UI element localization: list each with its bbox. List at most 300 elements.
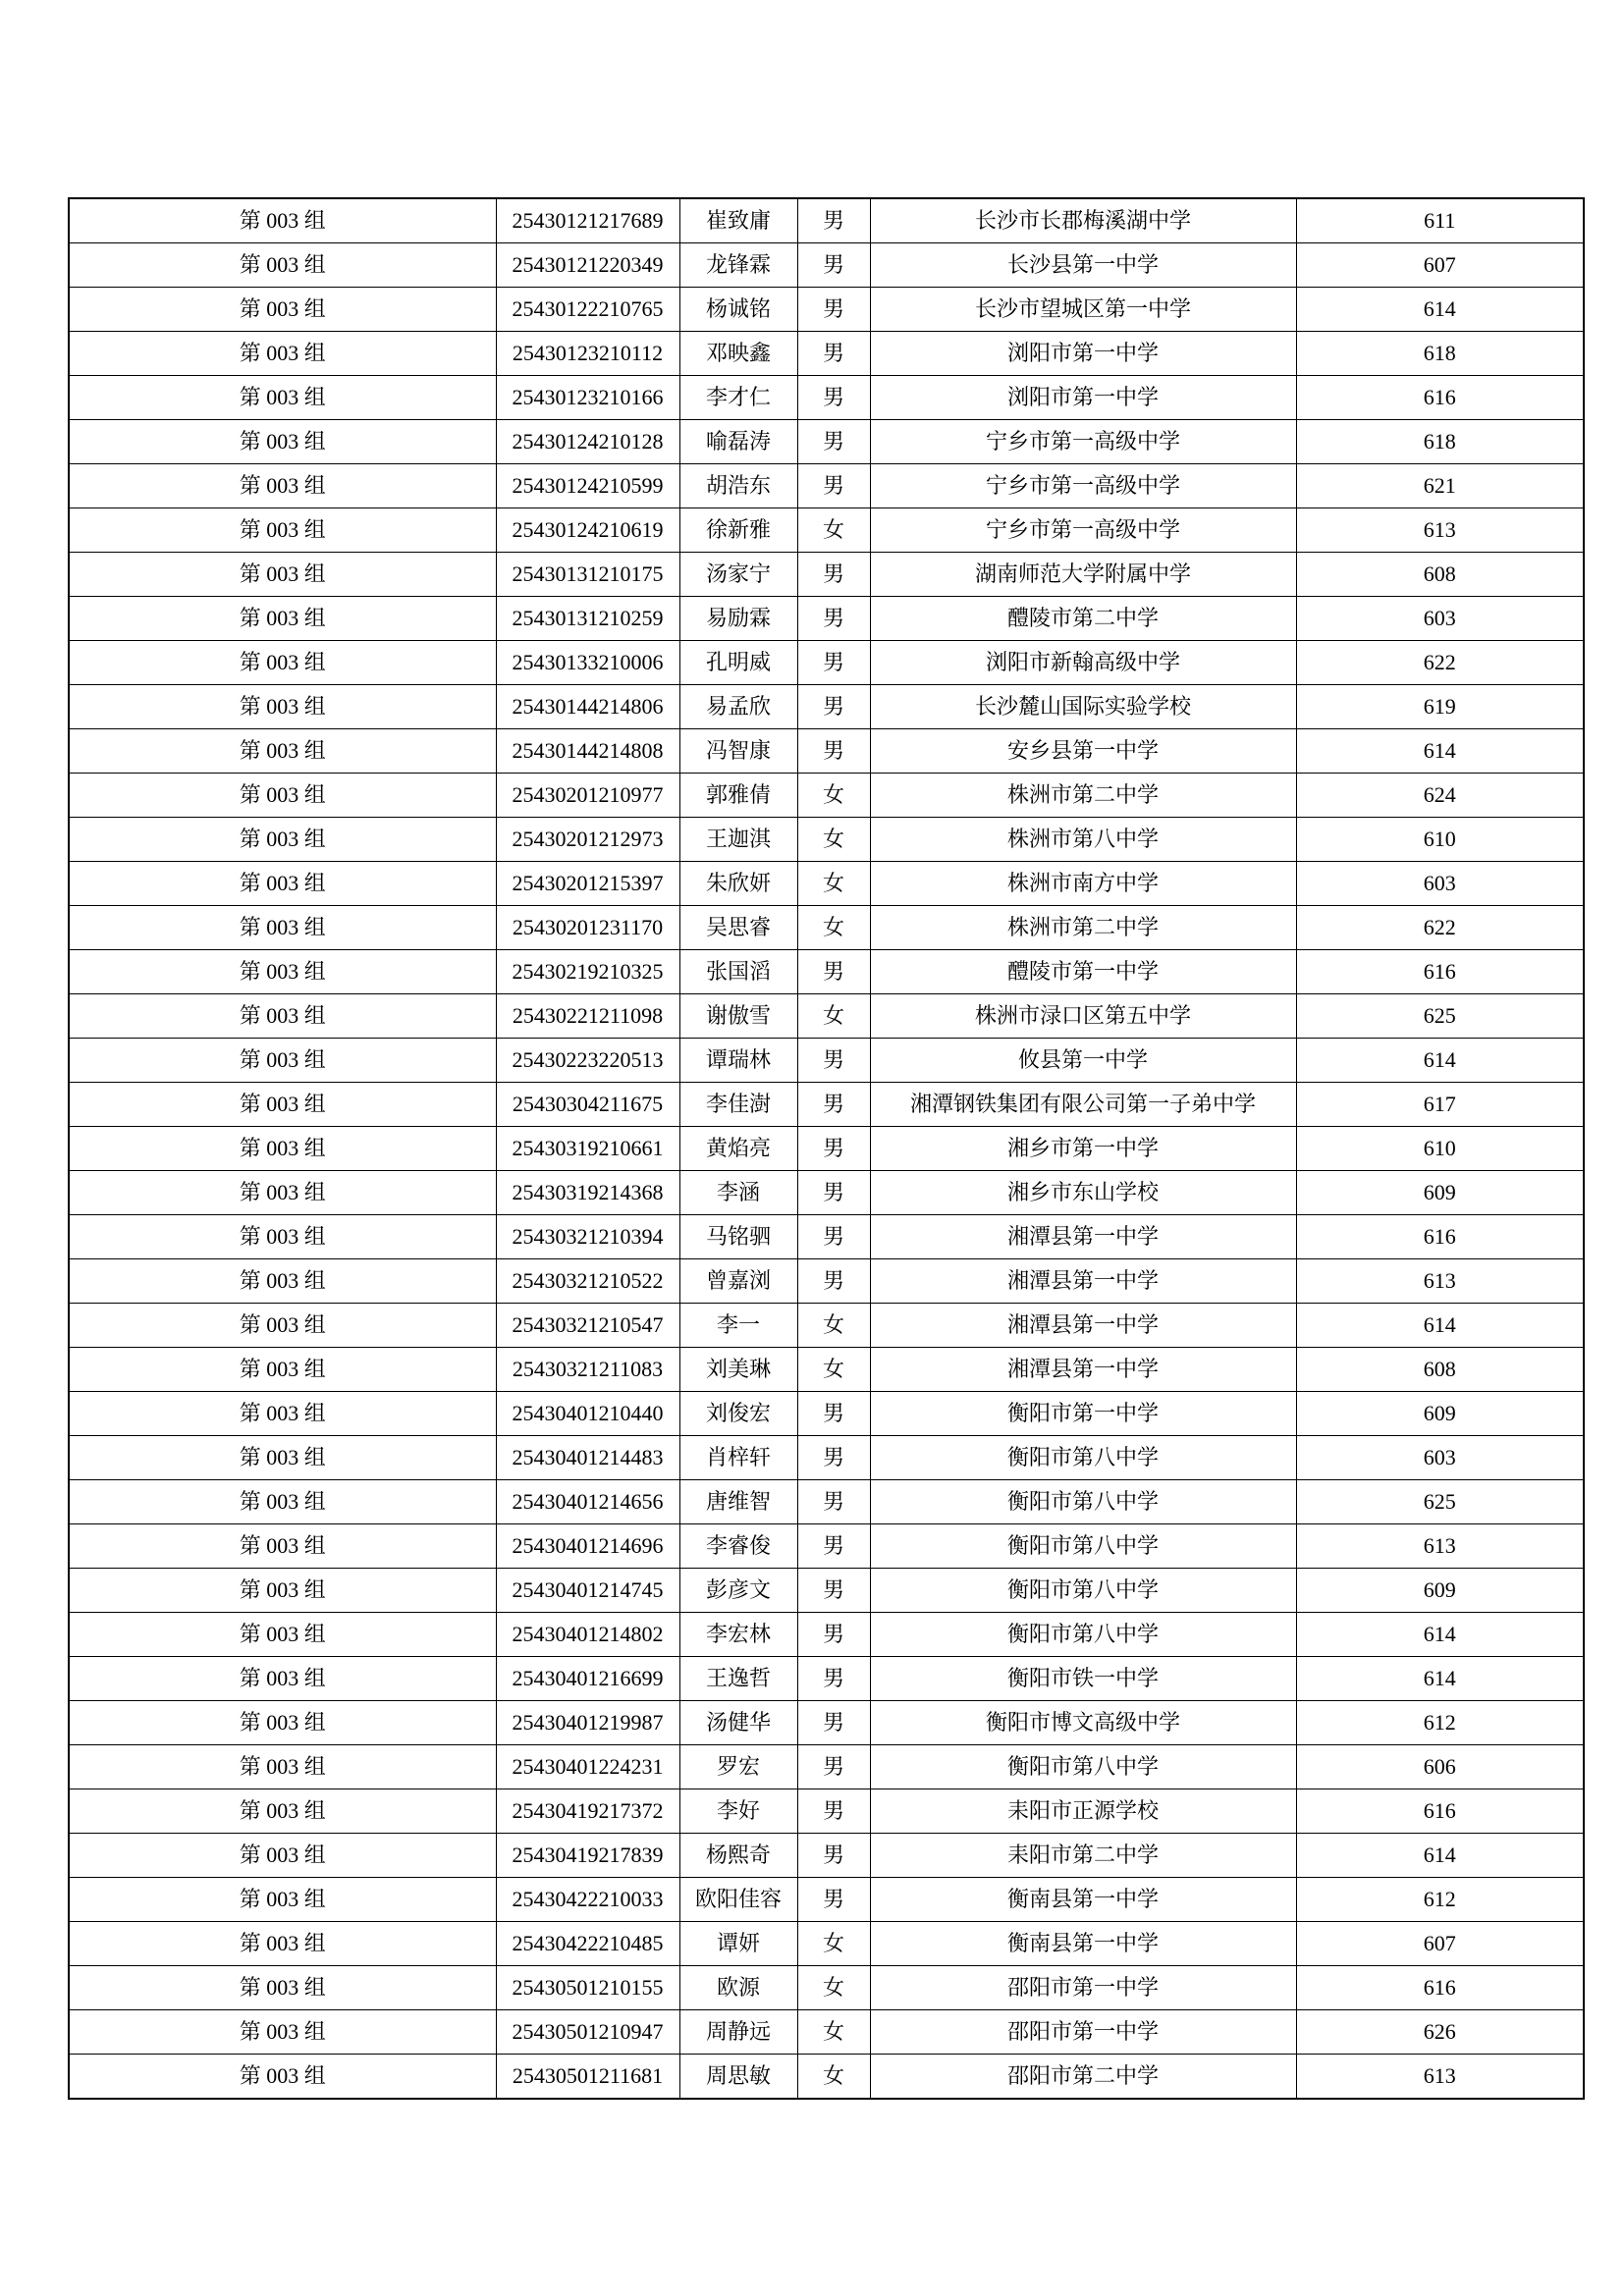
name-cell: 汤健华: [679, 1701, 797, 1745]
group-cell: 第 003 组: [69, 1480, 496, 1524]
exam-number-cell: 25430419217372: [496, 1789, 679, 1834]
table-row: [69, 862, 1584, 906]
score-cell: 603: [1296, 597, 1584, 641]
table-row: [69, 641, 1584, 685]
school-cell: 邵阳市第二中学: [870, 2055, 1296, 2100]
name-cell: 李佳澍: [679, 1083, 797, 1127]
gender-cell: 男: [797, 1083, 870, 1127]
group-cell: 第 003 组: [69, 994, 496, 1039]
gender-cell: 男: [797, 1878, 870, 1922]
group-cell: 第 003 组: [69, 1966, 496, 2010]
gender-cell: 男: [797, 1392, 870, 1436]
school-cell: 湘潭钢铁集团有限公司第一子弟中学: [870, 1083, 1296, 1127]
score-cell: 616: [1296, 1966, 1584, 2010]
gender-cell: 女: [797, 1348, 870, 1392]
table-row: [69, 1480, 1584, 1524]
school-cell: 衡南县第一中学: [870, 1878, 1296, 1922]
table-row: [69, 950, 1584, 994]
name-cell: 李涵: [679, 1171, 797, 1215]
name-cell: 曾嘉浏: [679, 1259, 797, 1304]
gender-cell: 男: [797, 1613, 870, 1657]
exam-number-cell: 25430131210259: [496, 597, 679, 641]
school-cell: 长沙县第一中学: [870, 243, 1296, 288]
score-cell: 621: [1296, 464, 1584, 508]
table-row: [69, 1083, 1584, 1127]
group-cell: 第 003 组: [69, 1922, 496, 1966]
score-cell: 617: [1296, 1083, 1584, 1127]
exam-number-cell: 25430144214806: [496, 685, 679, 729]
score-cell: 614: [1296, 1834, 1584, 1878]
school-cell: 安乡县第一中学: [870, 729, 1296, 774]
score-cell: 611: [1296, 198, 1584, 243]
gender-cell: 男: [797, 198, 870, 243]
exam-number-cell: 25430401214745: [496, 1569, 679, 1613]
exam-number-cell: 25430124210128: [496, 420, 679, 464]
exam-number-cell: 25430124210599: [496, 464, 679, 508]
gender-cell: 男: [797, 1789, 870, 1834]
table-row: [69, 1524, 1584, 1569]
score-cell: 609: [1296, 1569, 1584, 1613]
table-row: [69, 597, 1584, 641]
name-cell: 彭彦文: [679, 1569, 797, 1613]
exam-number-cell: 25430121217689: [496, 198, 679, 243]
gender-cell: 女: [797, 906, 870, 950]
exam-number-cell: 25430501210947: [496, 2010, 679, 2055]
gender-cell: 女: [797, 1966, 870, 2010]
score-cell: 609: [1296, 1392, 1584, 1436]
group-cell: 第 003 组: [69, 198, 496, 243]
gender-cell: 男: [797, 1524, 870, 1569]
score-cell: 622: [1296, 906, 1584, 950]
exam-number-cell: 25430223220513: [496, 1039, 679, 1083]
score-cell: 618: [1296, 420, 1584, 464]
exam-number-cell: 25430124210619: [496, 508, 679, 553]
school-cell: 株洲市第八中学: [870, 818, 1296, 862]
score-cell: 614: [1296, 288, 1584, 332]
group-cell: 第 003 组: [69, 1039, 496, 1083]
table-row: [69, 1878, 1584, 1922]
score-cell: 609: [1296, 1171, 1584, 1215]
group-cell: 第 003 组: [69, 508, 496, 553]
score-cell: 608: [1296, 553, 1584, 597]
gender-cell: 男: [797, 332, 870, 376]
group-cell: 第 003 组: [69, 685, 496, 729]
group-cell: 第 003 组: [69, 1348, 496, 1392]
school-cell: 醴陵市第一中学: [870, 950, 1296, 994]
name-cell: 周静远: [679, 2010, 797, 2055]
exam-number-cell: 25430319214368: [496, 1171, 679, 1215]
table-row: [69, 1834, 1584, 1878]
school-cell: 衡阳市第八中学: [870, 1745, 1296, 1789]
exam-number-cell: 25430144214808: [496, 729, 679, 774]
name-cell: 郭雅倩: [679, 774, 797, 818]
gender-cell: 男: [797, 641, 870, 685]
score-cell: 610: [1296, 1127, 1584, 1171]
gender-cell: 男: [797, 1436, 870, 1480]
group-cell: 第 003 组: [69, 1789, 496, 1834]
name-cell: 刘俊宏: [679, 1392, 797, 1436]
gender-cell: 男: [797, 553, 870, 597]
group-cell: 第 003 组: [69, 906, 496, 950]
name-cell: 李好: [679, 1789, 797, 1834]
table-row: [69, 243, 1584, 288]
exam-number-cell: 25430133210006: [496, 641, 679, 685]
table-row: [69, 774, 1584, 818]
name-cell: 周思敏: [679, 2055, 797, 2100]
group-cell: 第 003 组: [69, 729, 496, 774]
school-cell: 浏阳市第一中学: [870, 376, 1296, 420]
roster-table: [68, 197, 1585, 2100]
score-cell: 614: [1296, 1304, 1584, 1348]
score-cell: 614: [1296, 1657, 1584, 1701]
school-cell: 衡阳市第八中学: [870, 1436, 1296, 1480]
exam-number-cell: 25430501211681: [496, 2055, 679, 2100]
table-row: [69, 288, 1584, 332]
score-cell: 618: [1296, 332, 1584, 376]
school-cell: 攸县第一中学: [870, 1039, 1296, 1083]
school-cell: 株洲市渌口区第五中学: [870, 994, 1296, 1039]
name-cell: 朱欣妍: [679, 862, 797, 906]
name-cell: 汤家宁: [679, 553, 797, 597]
exam-number-cell: 25430401224231: [496, 1745, 679, 1789]
gender-cell: 女: [797, 508, 870, 553]
gender-cell: 女: [797, 2055, 870, 2100]
school-cell: 浏阳市第一中学: [870, 332, 1296, 376]
table-row: [69, 1436, 1584, 1480]
table-row: [69, 1922, 1584, 1966]
table-row: [69, 1171, 1584, 1215]
name-cell: 孔明威: [679, 641, 797, 685]
gender-cell: 男: [797, 1701, 870, 1745]
exam-number-cell: 25430131210175: [496, 553, 679, 597]
table-row: [69, 729, 1584, 774]
score-cell: 614: [1296, 1039, 1584, 1083]
school-cell: 衡南县第一中学: [870, 1922, 1296, 1966]
group-cell: 第 003 组: [69, 1878, 496, 1922]
table-row: [69, 1745, 1584, 1789]
gender-cell: 女: [797, 1922, 870, 1966]
gender-cell: 女: [797, 774, 870, 818]
gender-cell: 男: [797, 685, 870, 729]
table-row: [69, 1215, 1584, 1259]
score-cell: 613: [1296, 508, 1584, 553]
table-row: [69, 1392, 1584, 1436]
school-cell: 衡阳市第八中学: [870, 1569, 1296, 1613]
name-cell: 杨熙奇: [679, 1834, 797, 1878]
score-cell: 625: [1296, 1480, 1584, 1524]
gender-cell: 男: [797, 1657, 870, 1701]
school-cell: 湖南师范大学附属中学: [870, 553, 1296, 597]
exam-number-cell: 25430321210547: [496, 1304, 679, 1348]
table-row: [69, 1966, 1584, 2010]
school-cell: 衡阳市第八中学: [870, 1613, 1296, 1657]
table-row: [69, 1613, 1584, 1657]
score-cell: 608: [1296, 1348, 1584, 1392]
exam-number-cell: 25430401214802: [496, 1613, 679, 1657]
name-cell: 谢傲雪: [679, 994, 797, 1039]
exam-number-cell: 25430501210155: [496, 1966, 679, 2010]
exam-number-cell: 25430201210977: [496, 774, 679, 818]
name-cell: 欧源: [679, 1966, 797, 2010]
group-cell: 第 003 组: [69, 1392, 496, 1436]
score-cell: 625: [1296, 994, 1584, 1039]
group-cell: 第 003 组: [69, 332, 496, 376]
exam-number-cell: 25430419217839: [496, 1834, 679, 1878]
school-cell: 长沙市望城区第一中学: [870, 288, 1296, 332]
school-cell: 长沙麓山国际实验学校: [870, 685, 1296, 729]
exam-number-cell: 25430401216699: [496, 1657, 679, 1701]
score-cell: 613: [1296, 2055, 1584, 2100]
name-cell: 徐新雅: [679, 508, 797, 553]
table-row: [69, 1259, 1584, 1304]
exam-number-cell: 25430122210765: [496, 288, 679, 332]
name-cell: 张国滔: [679, 950, 797, 994]
school-cell: 醴陵市第二中学: [870, 597, 1296, 641]
gender-cell: 男: [797, 288, 870, 332]
exam-number-cell: 25430123210112: [496, 332, 679, 376]
table-row: [69, 420, 1584, 464]
name-cell: 李一: [679, 1304, 797, 1348]
school-cell: 宁乡市第一高级中学: [870, 420, 1296, 464]
score-cell: 616: [1296, 1789, 1584, 1834]
gender-cell: 男: [797, 464, 870, 508]
exam-number-cell: 25430219210325: [496, 950, 679, 994]
school-cell: 浏阳市新翰高级中学: [870, 641, 1296, 685]
table-row: [69, 332, 1584, 376]
name-cell: 易孟欣: [679, 685, 797, 729]
group-cell: 第 003 组: [69, 1171, 496, 1215]
score-cell: 612: [1296, 1701, 1584, 1745]
name-cell: 刘美琳: [679, 1348, 797, 1392]
name-cell: 罗宏: [679, 1745, 797, 1789]
table-row: [69, 508, 1584, 553]
name-cell: 王迦淇: [679, 818, 797, 862]
name-cell: 肖梓轩: [679, 1436, 797, 1480]
group-cell: 第 003 组: [69, 1304, 496, 1348]
name-cell: 胡浩东: [679, 464, 797, 508]
exam-number-cell: 25430319210661: [496, 1127, 679, 1171]
school-cell: 湘潭县第一中学: [870, 1215, 1296, 1259]
gender-cell: 男: [797, 1745, 870, 1789]
group-cell: 第 003 组: [69, 376, 496, 420]
exam-number-cell: 25430401214483: [496, 1436, 679, 1480]
group-cell: 第 003 组: [69, 641, 496, 685]
group-cell: 第 003 组: [69, 1127, 496, 1171]
gender-cell: 男: [797, 597, 870, 641]
group-cell: 第 003 组: [69, 1613, 496, 1657]
name-cell: 欧阳佳容: [679, 1878, 797, 1922]
score-cell: 616: [1296, 950, 1584, 994]
name-cell: 谭瑞林: [679, 1039, 797, 1083]
name-cell: 唐维智: [679, 1480, 797, 1524]
exam-number-cell: 25430401214656: [496, 1480, 679, 1524]
name-cell: 谭妍: [679, 1922, 797, 1966]
school-cell: 株洲市第二中学: [870, 774, 1296, 818]
name-cell: 崔致庸: [679, 198, 797, 243]
exam-number-cell: 25430123210166: [496, 376, 679, 420]
gender-cell: 男: [797, 1127, 870, 1171]
exam-number-cell: 25430321210522: [496, 1259, 679, 1304]
name-cell: 李宏林: [679, 1613, 797, 1657]
gender-cell: 女: [797, 994, 870, 1039]
score-cell: 603: [1296, 862, 1584, 906]
score-cell: 614: [1296, 1613, 1584, 1657]
score-cell: 603: [1296, 1436, 1584, 1480]
school-cell: 衡阳市第一中学: [870, 1392, 1296, 1436]
table-row: [69, 553, 1584, 597]
gender-cell: 男: [797, 420, 870, 464]
gender-cell: 男: [797, 1171, 870, 1215]
exam-number-cell: 25430304211675: [496, 1083, 679, 1127]
gender-cell: 男: [797, 729, 870, 774]
gender-cell: 女: [797, 1304, 870, 1348]
gender-cell: 男: [797, 1834, 870, 1878]
exam-number-cell: 25430401214696: [496, 1524, 679, 1569]
name-cell: 吴思睿: [679, 906, 797, 950]
gender-cell: 男: [797, 1569, 870, 1613]
group-cell: 第 003 组: [69, 2055, 496, 2100]
group-cell: 第 003 组: [69, 1436, 496, 1480]
table-row: [69, 1304, 1584, 1348]
exam-number-cell: 25430201231170: [496, 906, 679, 950]
group-cell: 第 003 组: [69, 818, 496, 862]
group-cell: 第 003 组: [69, 420, 496, 464]
group-cell: 第 003 组: [69, 1569, 496, 1613]
gender-cell: 男: [797, 1259, 870, 1304]
table-row: [69, 906, 1584, 950]
group-cell: 第 003 组: [69, 862, 496, 906]
score-cell: 607: [1296, 1922, 1584, 1966]
score-cell: 616: [1296, 1215, 1584, 1259]
score-cell: 616: [1296, 376, 1584, 420]
score-cell: 624: [1296, 774, 1584, 818]
exam-number-cell: 25430201212973: [496, 818, 679, 862]
group-cell: 第 003 组: [69, 1834, 496, 1878]
name-cell: 冯智康: [679, 729, 797, 774]
school-cell: 株洲市南方中学: [870, 862, 1296, 906]
score-cell: 612: [1296, 1878, 1584, 1922]
table-row: [69, 2010, 1584, 2055]
school-cell: 株洲市第二中学: [870, 906, 1296, 950]
group-cell: 第 003 组: [69, 243, 496, 288]
gender-cell: 男: [797, 376, 870, 420]
gender-cell: 女: [797, 818, 870, 862]
school-cell: 邵阳市第一中学: [870, 2010, 1296, 2055]
gender-cell: 男: [797, 1039, 870, 1083]
table-row: [69, 818, 1584, 862]
school-cell: 衡阳市博文高级中学: [870, 1701, 1296, 1745]
school-cell: 衡阳市第八中学: [870, 1480, 1296, 1524]
school-cell: 耒阳市正源学校: [870, 1789, 1296, 1834]
name-cell: 李睿俊: [679, 1524, 797, 1569]
school-cell: 湘乡市东山学校: [870, 1171, 1296, 1215]
name-cell: 李才仁: [679, 376, 797, 420]
score-cell: 622: [1296, 641, 1584, 685]
roster-body: [69, 198, 1584, 2099]
score-cell: 613: [1296, 1524, 1584, 1569]
group-cell: 第 003 组: [69, 1083, 496, 1127]
name-cell: 喻磊涛: [679, 420, 797, 464]
gender-cell: 男: [797, 1215, 870, 1259]
group-cell: 第 003 组: [69, 288, 496, 332]
exam-number-cell: 25430422210033: [496, 1878, 679, 1922]
school-cell: 湘潭县第一中学: [870, 1304, 1296, 1348]
name-cell: 黄焰亮: [679, 1127, 797, 1171]
group-cell: 第 003 组: [69, 1745, 496, 1789]
school-cell: 湘潭县第一中学: [870, 1259, 1296, 1304]
score-cell: 607: [1296, 243, 1584, 288]
exam-number-cell: 25430221211098: [496, 994, 679, 1039]
table-row: [69, 1701, 1584, 1745]
score-cell: 613: [1296, 1259, 1584, 1304]
table-row: [69, 1789, 1584, 1834]
name-cell: 邓映鑫: [679, 332, 797, 376]
school-cell: 衡阳市铁一中学: [870, 1657, 1296, 1701]
name-cell: 龙锋霖: [679, 243, 797, 288]
table-row: [69, 994, 1584, 1039]
group-cell: 第 003 组: [69, 1701, 496, 1745]
school-cell: 湘潭县第一中学: [870, 1348, 1296, 1392]
school-cell: 湘乡市第一中学: [870, 1127, 1296, 1171]
group-cell: 第 003 组: [69, 553, 496, 597]
exam-number-cell: 25430401210440: [496, 1392, 679, 1436]
score-cell: 619: [1296, 685, 1584, 729]
group-cell: 第 003 组: [69, 774, 496, 818]
table-row: [69, 464, 1584, 508]
exam-number-cell: 25430321210394: [496, 1215, 679, 1259]
gender-cell: 女: [797, 2010, 870, 2055]
score-cell: 610: [1296, 818, 1584, 862]
exam-number-cell: 25430321211083: [496, 1348, 679, 1392]
table-row: [69, 1569, 1584, 1613]
gender-cell: 男: [797, 243, 870, 288]
school-cell: 衡阳市第八中学: [870, 1524, 1296, 1569]
exam-number-cell: 25430121220349: [496, 243, 679, 288]
group-cell: 第 003 组: [69, 1259, 496, 1304]
score-cell: 626: [1296, 2010, 1584, 2055]
table-row: [69, 1657, 1584, 1701]
exam-number-cell: 25430422210485: [496, 1922, 679, 1966]
group-cell: 第 003 组: [69, 1657, 496, 1701]
gender-cell: 男: [797, 1480, 870, 1524]
school-cell: 邵阳市第一中学: [870, 1966, 1296, 2010]
school-cell: 耒阳市第二中学: [870, 1834, 1296, 1878]
school-cell: 长沙市长郡梅溪湖中学: [870, 198, 1296, 243]
table-row: [69, 198, 1584, 243]
school-cell: 宁乡市第一高级中学: [870, 464, 1296, 508]
name-cell: 马铭驷: [679, 1215, 797, 1259]
group-cell: 第 003 组: [69, 1524, 496, 1569]
gender-cell: 女: [797, 862, 870, 906]
exam-number-cell: 25430401219987: [496, 1701, 679, 1745]
score-cell: 614: [1296, 729, 1584, 774]
gender-cell: 男: [797, 950, 870, 994]
group-cell: 第 003 组: [69, 2010, 496, 2055]
table-row: [69, 685, 1584, 729]
group-cell: 第 003 组: [69, 950, 496, 994]
group-cell: 第 003 组: [69, 1215, 496, 1259]
name-cell: 杨诚铭: [679, 288, 797, 332]
group-cell: 第 003 组: [69, 597, 496, 641]
table-row: [69, 1039, 1584, 1083]
table-row: [69, 1348, 1584, 1392]
table-row: [69, 2055, 1584, 2100]
group-cell: 第 003 组: [69, 464, 496, 508]
score-cell: 606: [1296, 1745, 1584, 1789]
name-cell: 易励霖: [679, 597, 797, 641]
school-cell: 宁乡市第一高级中学: [870, 508, 1296, 553]
exam-number-cell: 25430201215397: [496, 862, 679, 906]
